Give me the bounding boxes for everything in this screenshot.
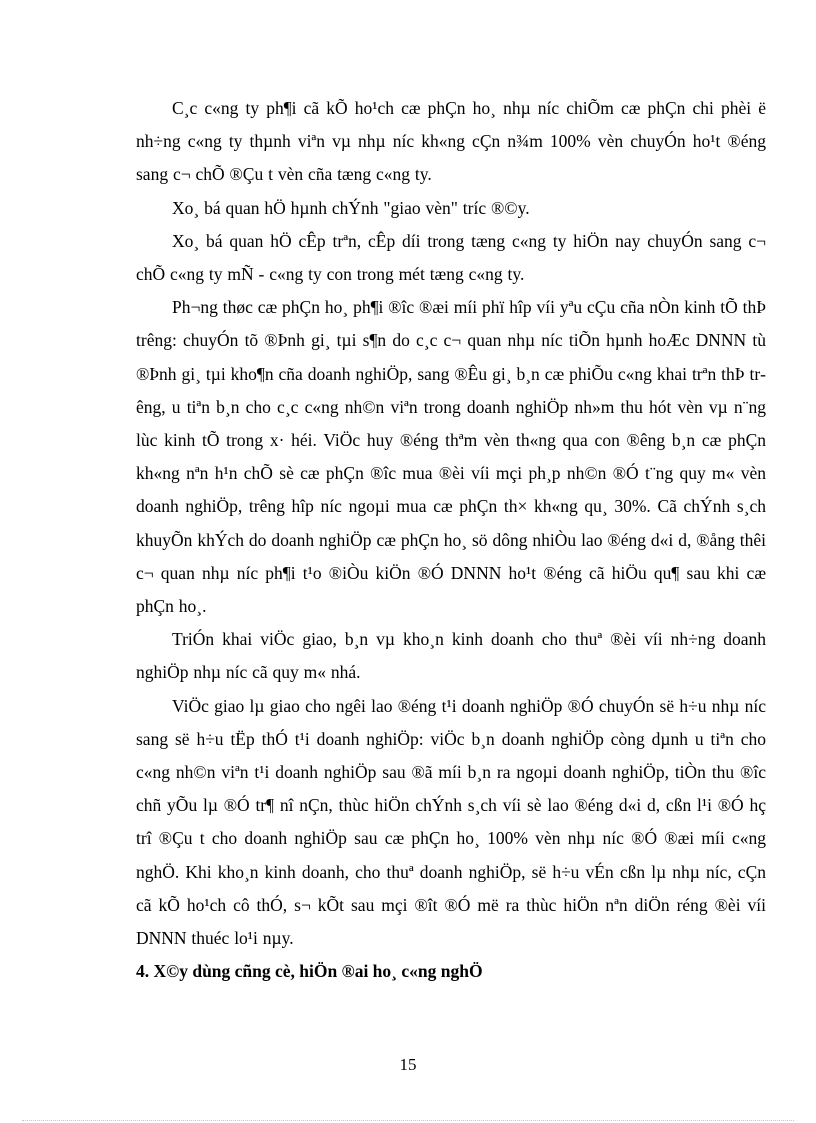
paragraph-4: Ph¬ng thøc cæ phÇn ho¸ ph¶i ®îc ®æi míi phï hîp víi yªu cÇu cña nÒn kinh tÕ thÞ trêng: chuyÓn tõ ®Þnh gi¸ tµi s¶n do c¸c c¬ quan nhµ níc tiÕn hµnh hoÆc DNNN tù ®Þnh gi¸ tµi kho¶n cña doanh nghiÖp, sang ®Êu gi¸ b¸n cæ phiÕu c«ng khai trªn thÞ trêng, u tiªn b¸n cho c¸c c«ng nh©n viªn trong doanh nghiÖp nh»m thu hót vèn vµ n¨ng lùc kinh tÕ trong x· héi. ViÖc huy ®éng thªm vèn th«ng qua con ®êng b¸n cæ phÇn kh«ng nªn h¹n chÕ sè cæ phÇn ®îc mua ®èi víi mçi ph¸p nh©n ®Ó t¨ng quy m« vèn doanh nghiÖp, trêng hîp níc ngoµi mua cæ phÇn th× kh«ng qu¸ 30%. Cã chÝnh s¸ch khuyÕn khÝch do doanh nghiÖp cæ phÇn ho¸ sö dông nhiÒu lao ®éng d«i d, ®ång thêi c¬ quan nhµ níc ph¶i t¹o ®iÒu kiÖn ®Ó DNNN ho¹t ®éng cã hiÖu qu¶ sau khi cæ phÇn ho¸. <box>136 297 766 617</box>
paragraph-1: C¸c c«ng ty ph¶i cã kÕ ho¹ch cæ phÇn ho¸ nhµ níc chiÕm cæ phÇn chi phèi ë nh÷ng c«ng ty thµnh viªn vµ nhµ níc kh«ng cÇn n¾m 100% vèn chuyÓn ho¹t ®éng sang c¬ chÕ ®Çu t vèn cña tæng c«ng ty. <box>136 98 766 185</box>
section-heading: 4. X©y dùng cñng cè, hiÖn ®ai ho¸ c«ng nghÖ <box>136 961 483 982</box>
page-number: 15 <box>399 1055 417 1074</box>
paragraph-3: Xo¸ bá quan hÖ cÊp trªn, cÊp díi trong tæng c«ng ty hiÖn nay chuyÓn sang c¬ chÕ c«ng ty mÑ - c«ng ty con trong mét tæng c«ng ty. <box>136 230 766 285</box>
paragraph-6: ViÖc giao lµ giao cho ngêi lao ®éng t¹i doanh nghiÖp ®Ó chuyÓn së h÷u nhµ níc sang së h÷u tËp thÓ t¹i doanh nghiÖp: viÖc b¸n doanh nghiÖp còng dµnh u tiªn cho c«ng nh©n viªn t¹i doanh nghiÖp sau ®ã míi b¸n ra ngoµi doanh nghiÖp, tiÒn thu ®îc chñ yÕu lµ ®Ó tr¶ nî nÇn, thùc hiÖn chÝnh s¸ch víi sè lao ®éng d«i d, cßn l¹i ®Ó hç trî ®Çu t cho doanh nghiÖp sau cæ phÇn ho¸ 100% vèn nhµ níc ®Ó ®æi míi c«ng nghÖ. Khi kho¸n kinh doanh, cho thuª doanh nghiÖp, së h÷u vÉn cßn lµ nhµ níc, cÇn cã kÕ ho¹ch cô thÓ, s¬ kÕt sau mçi ®ît ®Ó më ra thùc hiÖn nªn diÖn réng ®èi víi DNNN thuéc lo¹i nµy. <box>136 695 766 949</box>
paragraph-2: Xo¸ bá quan hÖ hµnh chÝnh "giao vèn" tríc ®©y. <box>172 197 530 218</box>
body-text <box>136 92 766 988</box>
paragraph-5: TriÓn khai viÖc giao, b¸n vµ kho¸n kinh doanh cho thuª ®èi víi nh÷ng doanh nghiÖp nhµ níc cã quy m« nhá. <box>136 629 766 683</box>
page-bottom-divider <box>22 1120 794 1121</box>
